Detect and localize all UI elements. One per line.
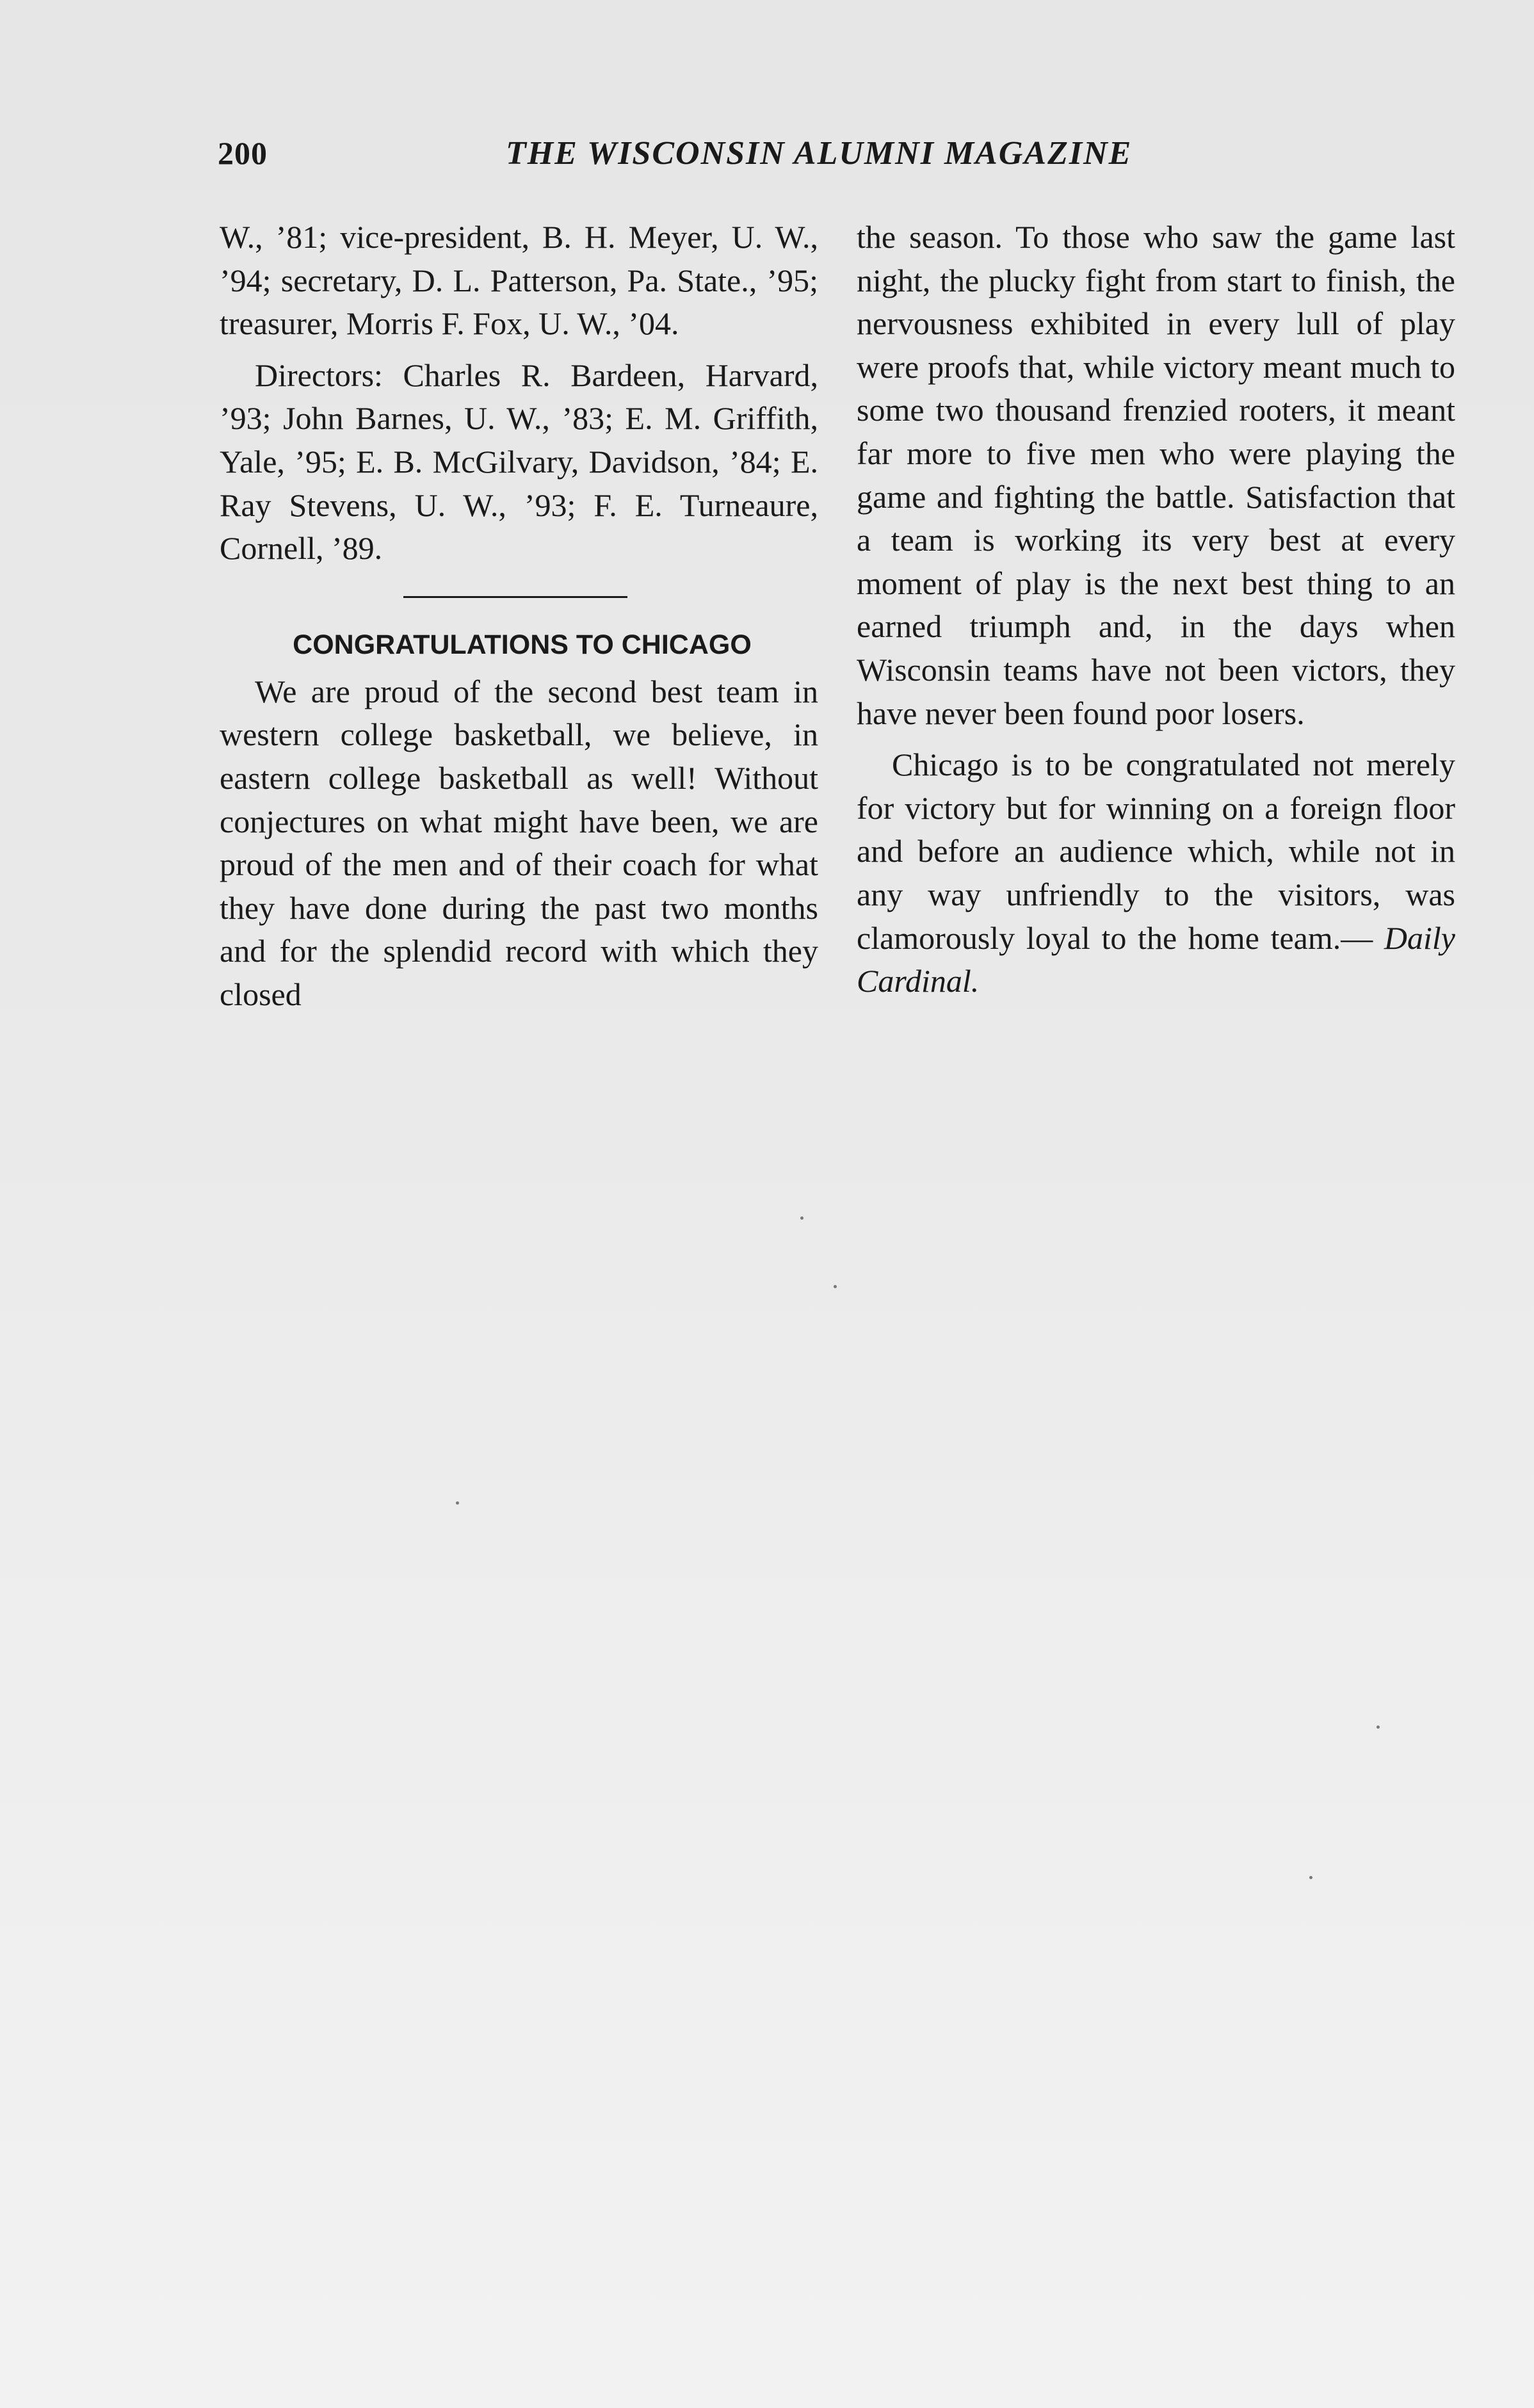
source-attribution: Daily Cardinal. — [857, 919, 1455, 999]
paper-speck — [834, 1285, 837, 1288]
section-divider — [403, 596, 627, 598]
page-number: 200 — [218, 135, 268, 171]
article-paragraph-text: Chicago is to be congratulated not merely for victory but for winning on a foreign floor and before an audience which, while not in any way unfriendly to the visitors, was clamorously loyal to the home team.— — [857, 747, 1455, 956]
running-title: THE WISCONSIN ALUMNI MAGAZINE — [506, 135, 1133, 172]
paper-speck — [456, 1501, 459, 1505]
paper-speck — [1377, 1725, 1380, 1729]
article-paragraph-continued: the season. To those who saw the game last night, the plucky fight from start to finish, the nervousness exhibited in every lull of play were proofs that, while victory meant much to some two thousand frenzied rooters, it meant far more to five men who were playing the game and fighting the battle. Satisfaction that a team is working its very best at every moment of play is the next best thing to an earned triumph and, in the days when Wisconsin teams have not been victors, they have never been found poor losers. — [857, 219, 1455, 731]
left-column — [220, 216, 818, 1017]
paper-speck — [800, 1216, 803, 1220]
directors-paragraph: Directors: Charles R. Bardeen, Harvard, ’93; John Barnes, U. W., ’83; E. M. Griffith, Yale, ’95; E. B. McGilvary, Davidson, ’84; E. Ray Stevens, U. W., ’93; F. E. Turneaure, Cornell, ’89. — [220, 357, 818, 567]
article-paragraph: We are proud of the second best team in western college basketball, we believe, in eastern college basketball as well! Without conjectures on what might have been, we are proud of the men and of their coach for what they have done during the past two months and for the splendid record with which they closed — [220, 673, 818, 1012]
paper-speck — [1309, 1876, 1312, 1879]
article-paragraph — [857, 743, 1455, 1003]
article-heading: CONGRATULATIONS TO CHICAGO — [293, 629, 752, 660]
right-column — [857, 216, 1455, 1003]
officers-paragraph: W., ’81; vice-president, B. H. Meyer, U. W., ’94; secretary, D. L. Patterson, Pa. State., ’95; treasurer, Morris F. Fox, U. W., ’04. — [220, 219, 818, 342]
